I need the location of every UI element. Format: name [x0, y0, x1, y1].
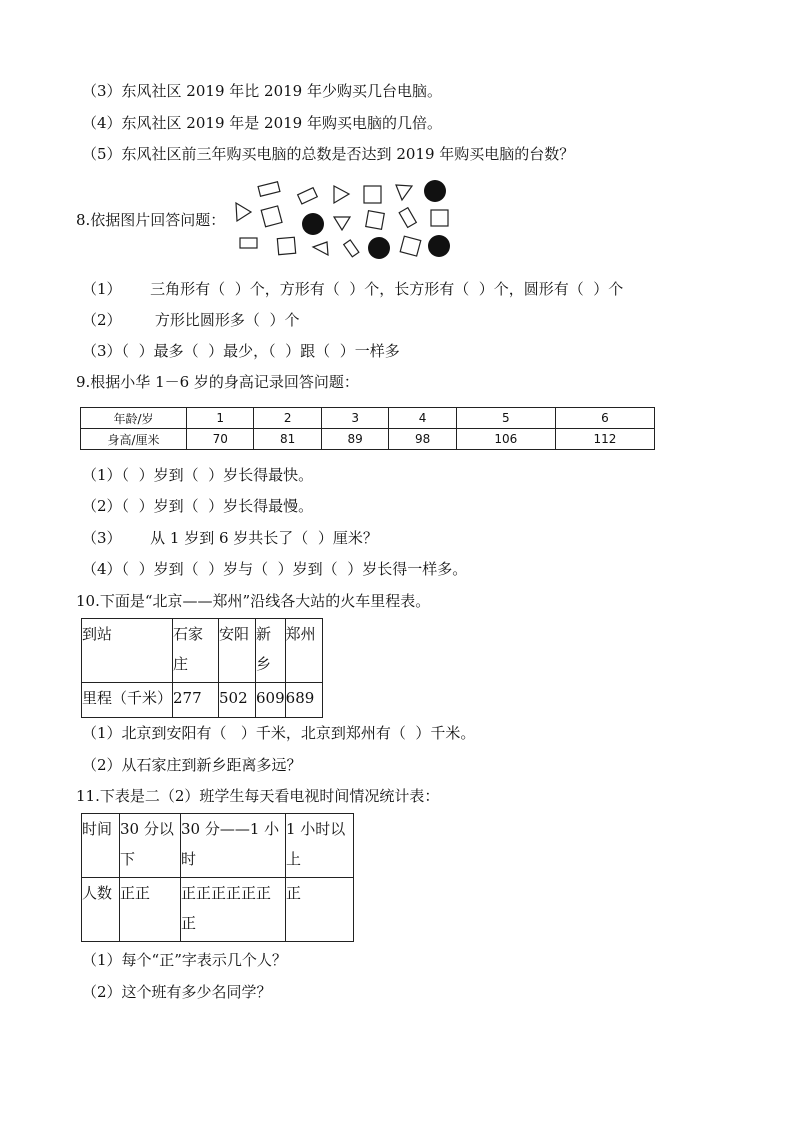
table-cell: 6: [555, 408, 654, 429]
table-header-cell: 里程（千米）: [82, 683, 173, 718]
problem-9-question-1: （1）（ ）岁到（ ）岁长得最快。: [82, 466, 314, 484]
train-mileage-table: [81, 618, 323, 718]
problem-10-question-2: （2）从石家庄到新乡距离多远？: [82, 756, 302, 774]
height-record-table: [80, 407, 655, 450]
problem-10-question-1: （1）北京到安阳有（ ）千米，北京到郑州有（ ）千米。: [82, 724, 476, 742]
table-header-cell: 人数: [82, 878, 120, 942]
triangle-shape: [334, 186, 349, 203]
circle-shape: [424, 180, 446, 202]
table-cell: 689: [285, 683, 322, 718]
problem-10-title: 10.下面是“北京——郑州”沿线各大站的火车里程表。: [76, 592, 431, 610]
rectangle-shape: [240, 238, 257, 248]
square-shape: [277, 237, 295, 254]
table-cell: 5: [456, 408, 555, 429]
problem-8-title: 8.依据图片回答问题：: [76, 211, 226, 229]
triangle-shape: [334, 217, 350, 230]
circle-shape: [302, 213, 324, 235]
table-cell: 郑州: [285, 619, 322, 683]
problem-9-question-2: （2）（ ）岁到（ ）岁长得最慢。: [82, 497, 314, 515]
table-cell: 70: [187, 429, 254, 450]
table-cell: 81: [254, 429, 321, 450]
table-cell: 106: [456, 429, 555, 450]
square-shape: [431, 210, 448, 226]
table-cell: 正正正正正正 正: [181, 878, 286, 942]
table-cell: 石家 庄: [173, 619, 219, 683]
problem-11-title: 11.下表是二（2）班学生每天看电视时间情况统计表：: [76, 787, 440, 805]
table-row: [82, 619, 323, 683]
rectangle-shape: [298, 188, 318, 204]
square-shape: [366, 211, 385, 230]
circle-shape: [428, 235, 450, 257]
table-cell: 112: [555, 429, 654, 450]
shapes-picture: [228, 175, 458, 265]
table-cell: 30 分以 下: [120, 814, 181, 878]
tv-time-table: [81, 813, 354, 942]
table-row: [82, 683, 323, 718]
triangle-shape: [236, 203, 251, 221]
table-header-cell: 时间: [82, 814, 120, 878]
table-header-cell: 年龄/岁: [81, 408, 187, 429]
square-shape: [400, 236, 421, 256]
table-cell: 安阳: [219, 619, 256, 683]
table-cell: 正: [286, 878, 354, 942]
circle-shape: [368, 237, 390, 259]
table-cell: 正正: [120, 878, 181, 942]
table-cell: 30 分——1 小 时: [181, 814, 286, 878]
table-row: [81, 429, 655, 450]
table-cell: 89: [321, 429, 388, 450]
rectangle-shape: [399, 208, 416, 228]
problem-9-title: 9.根据小华 1－6 岁的身高记录回答问题：: [76, 373, 359, 391]
table-row: [81, 408, 655, 429]
table-cell: 新 乡: [256, 619, 286, 683]
rectangle-shape: [344, 240, 359, 257]
problem-8-question-1: （1） 三角形有（ ）个，方形有（ ）个，长方形有（ ）个，圆形有（ ）个: [82, 280, 624, 298]
square-shape: [364, 186, 381, 203]
table-cell: 502: [219, 683, 256, 718]
problem-11-question-2: （2）这个班有多少名同学？: [82, 983, 272, 1001]
square-shape: [261, 206, 282, 227]
table-header-cell: 到站: [82, 619, 173, 683]
table-cell: 277: [173, 683, 219, 718]
table-cell: 98: [389, 429, 456, 450]
table-cell: 4: [389, 408, 456, 429]
table-cell: 1 小时以 上: [286, 814, 354, 878]
problem-8-question-3: （3）（ ）最多（ ）最少，（ ）跟（ ）一样多: [82, 342, 400, 360]
question-line-5: （5）东风社区前三年购买电脑的总数是否达到 2019 年购买电脑的台数？: [82, 145, 575, 163]
question-line-3: （3）东风社区 2019 年比 2019 年少购买几台电脑。: [82, 82, 442, 100]
table-row: [82, 878, 354, 942]
table-header-cell: 身高/厘米: [81, 429, 187, 450]
triangle-shape: [313, 242, 328, 255]
table-row: [82, 814, 354, 878]
table-cell: 2: [254, 408, 321, 429]
problem-9-question-4: （4）（ ）岁到（ ）岁与（ ）岁到（ ）岁长得一样多。: [82, 560, 468, 578]
problem-11-question-1: （1）每个“正”字表示几个人？: [82, 951, 287, 969]
rectangle-shape: [258, 182, 280, 197]
triangle-shape: [396, 185, 412, 200]
table-cell: 609: [256, 683, 286, 718]
table-cell: 1: [187, 408, 254, 429]
table-cell: 3: [321, 408, 388, 429]
question-line-4: （4）东风社区 2019 年是 2019 年购买电脑的几倍。: [82, 114, 442, 132]
problem-9-question-3: （3） 从 1 岁到 6 岁共长了（ ）厘米？: [82, 529, 378, 547]
problem-8-question-2: （2） 方形比圆形多（ ）个: [82, 311, 300, 329]
